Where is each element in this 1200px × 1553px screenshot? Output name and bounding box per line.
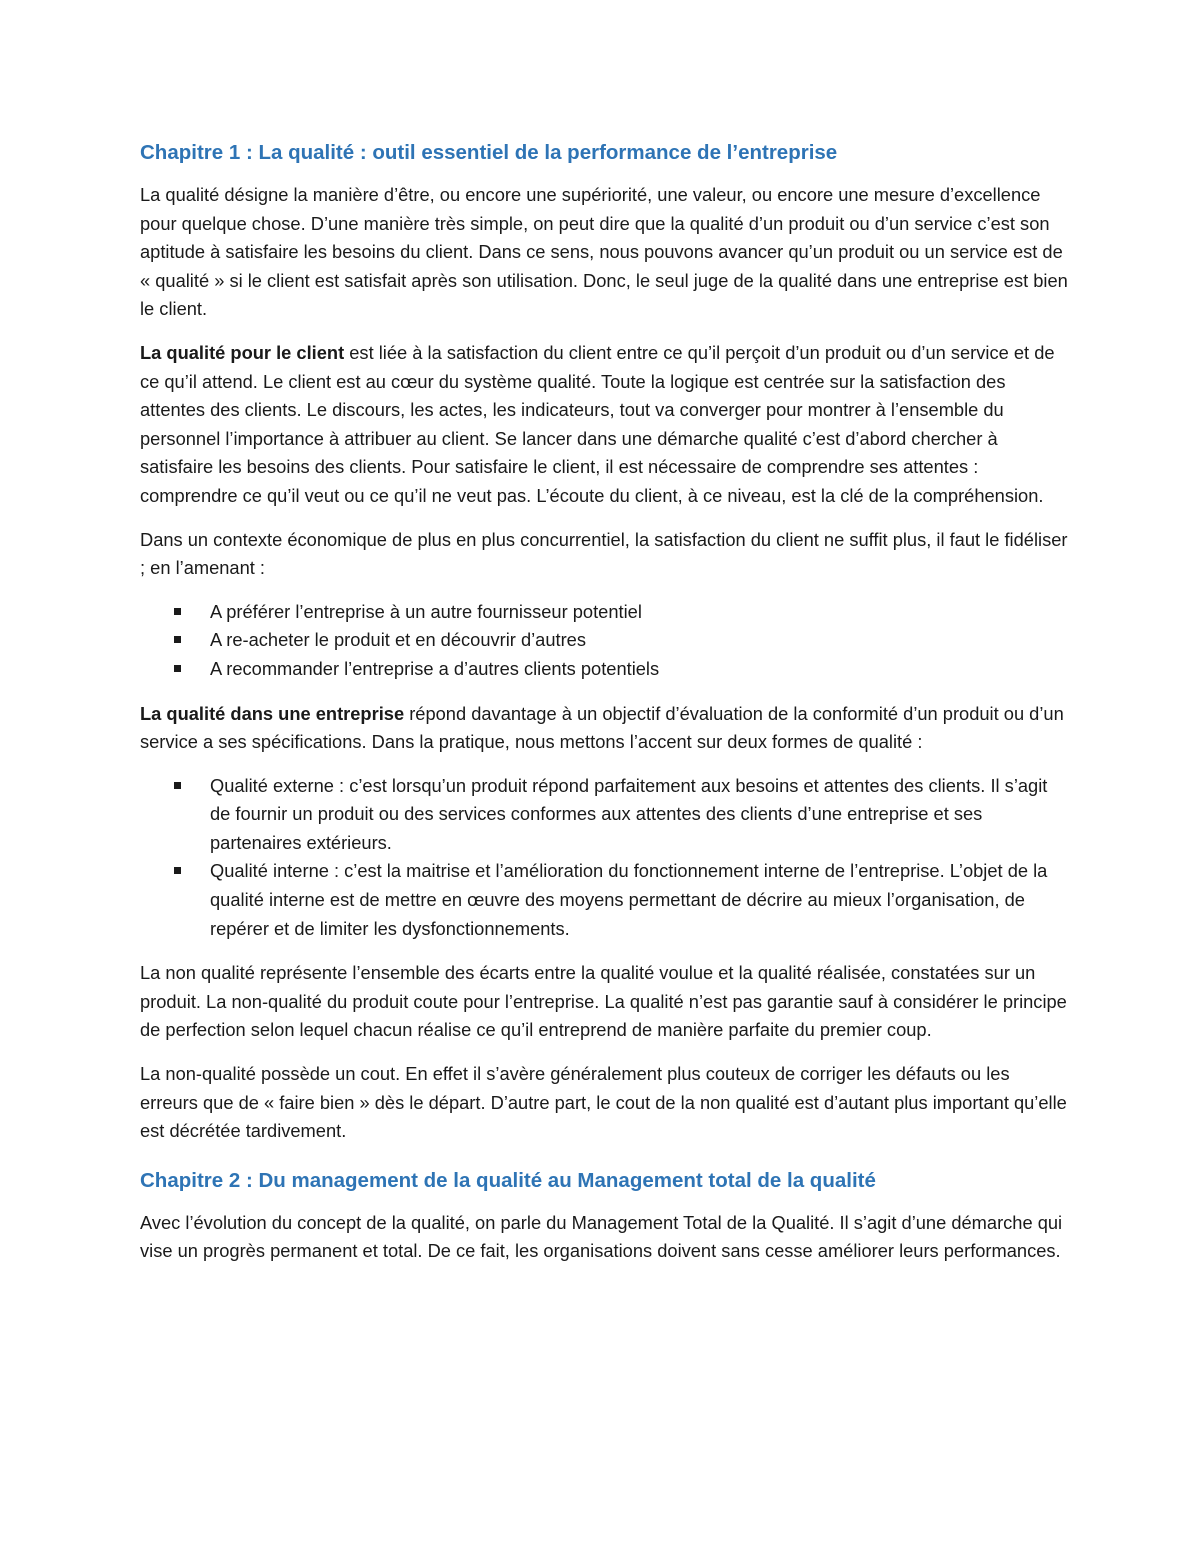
paragraph-total-quality-management: Avec l’évolution du concept de la qualité, on parle du Management Total de la Qualité. Il s’agit d’une démarche qui vise un progrès permanent et total. De ce fait, les organisations doivent sans cesse améliorer leurs performances. bbox=[140, 1211, 1063, 1262]
chapter-1-heading: Chapitre 1 : La qualité : outil essentiel de la performance de l’entreprise bbox=[140, 141, 838, 164]
quality-forms-list bbox=[140, 772, 1070, 944]
loyalty-list bbox=[140, 598, 1070, 684]
chapter-2-heading: Chapitre 2 : Du management de la qualité au Management total de la qualité bbox=[140, 1168, 876, 1192]
paragraph-competitive-context: Dans un contexte économique de plus en plus concurrentiel, la satisfaction du client ne suffit plus, il faut le fidéliser ; en l’amenant : bbox=[140, 528, 1068, 579]
list-item: Qualité externe : c’est lorsqu’un produit répond parfaitement aux besoins et attentes des clients. Il s’agit de fournir un produit ou des services conformes aux attentes des clients d’une entreprise et ses partenaires extérieurs. bbox=[210, 772, 1070, 858]
square-bullet-icon bbox=[174, 867, 181, 874]
list-item: A préférer l’entreprise à un autre fournisseur potentiel bbox=[210, 598, 1070, 627]
square-bullet-icon bbox=[174, 665, 181, 672]
document-page bbox=[140, 138, 1070, 1281]
bold-lead-quality-in-company: La qualité dans une entreprise bbox=[140, 702, 405, 724]
square-bullet-icon bbox=[174, 608, 181, 615]
paragraph-text: répond davantage à un objectif d’évaluation de la conformité d’un produit ou d’un service a ses spécifications. Dans la pratique, nous mettons l’accent sur deux formes de qualité : bbox=[140, 702, 1064, 753]
paragraph-non-quality: La non qualité représente l’ensemble des écarts entre la qualité voulue et la qualité réalisée, constatées sur un produit. La non-qualité du produit coute pour l’entreprise. La qualité n’est pas garantie sauf à considérer le principe de perfection selon lequel chacun réalise ce qu’il entreprend de manière parfaite du premier coup. bbox=[140, 962, 1067, 1041]
list-item: A recommander l’entreprise a d’autres clients potentiels bbox=[210, 655, 1070, 684]
paragraph-text: est liée à la satisfaction du client entre ce qu’il perçoit d’un produit ou d’un service et de ce qu’il attend. Le client est au cœur du système qualité. Toute la logique est centrée sur la satisfaction des attentes des clients. Le discours, les actes, les indicateurs, tout va converger pour montrer à l’ensemble du personnel l’importance à attribuer au client. Se lancer dans une démarche qualité c’est d’abord chercher à satisfaire les besoins des clients. Pour satisfaire le client, il est nécessaire de comprendre ses attentes : comprendre ce qu’il veut ou ce qu’il ne veut pas. L’écoute du client, à ce niveau, est la clé de la compréhension. bbox=[140, 341, 1055, 506]
bold-lead-quality-for-client: La qualité pour le client bbox=[140, 341, 345, 363]
list-item: A re-acheter le produit et en découvrir d’autres bbox=[210, 626, 1070, 655]
square-bullet-icon bbox=[174, 782, 181, 789]
paragraph-quality-definition: La qualité désigne la manière d’être, ou encore une supériorité, une valeur, ou encore une mesure d’excellence pour quelque chose. D’une manière très simple, on peut dire que la qualité d’un produit ou d’un service c’est son aptitude à satisfaire les besoins du client. Dans ce sens, nous pouvons avancer qu’un produit ou un service est de « qualité » si le client est satisfait après son utilisation. Donc, le seul juge de la qualité dans une entreprise est bien le client. bbox=[140, 184, 1068, 320]
paragraph-quality-for-client bbox=[140, 339, 1070, 511]
square-bullet-icon bbox=[174, 636, 181, 643]
paragraph-quality-in-company bbox=[140, 700, 1070, 757]
list-item: Qualité interne : c’est la maitrise et l’amélioration du fonctionnement interne de l’entreprise. L’objet de la qualité interne est de mettre en œuvre des moyens permettant de décrire au mieux l’organisation, de repérer et de limiter les dysfonctionnements. bbox=[210, 857, 1070, 943]
paragraph-non-quality-cost: La non-qualité possède un cout. En effet il s’avère généralement plus couteux de corriger les défauts ou les erreurs que de « faire bien » dès le départ. D’autre part, le cout de la non qualité est d’autant plus important qu’elle est décrétée tardivement. bbox=[140, 1063, 1067, 1142]
